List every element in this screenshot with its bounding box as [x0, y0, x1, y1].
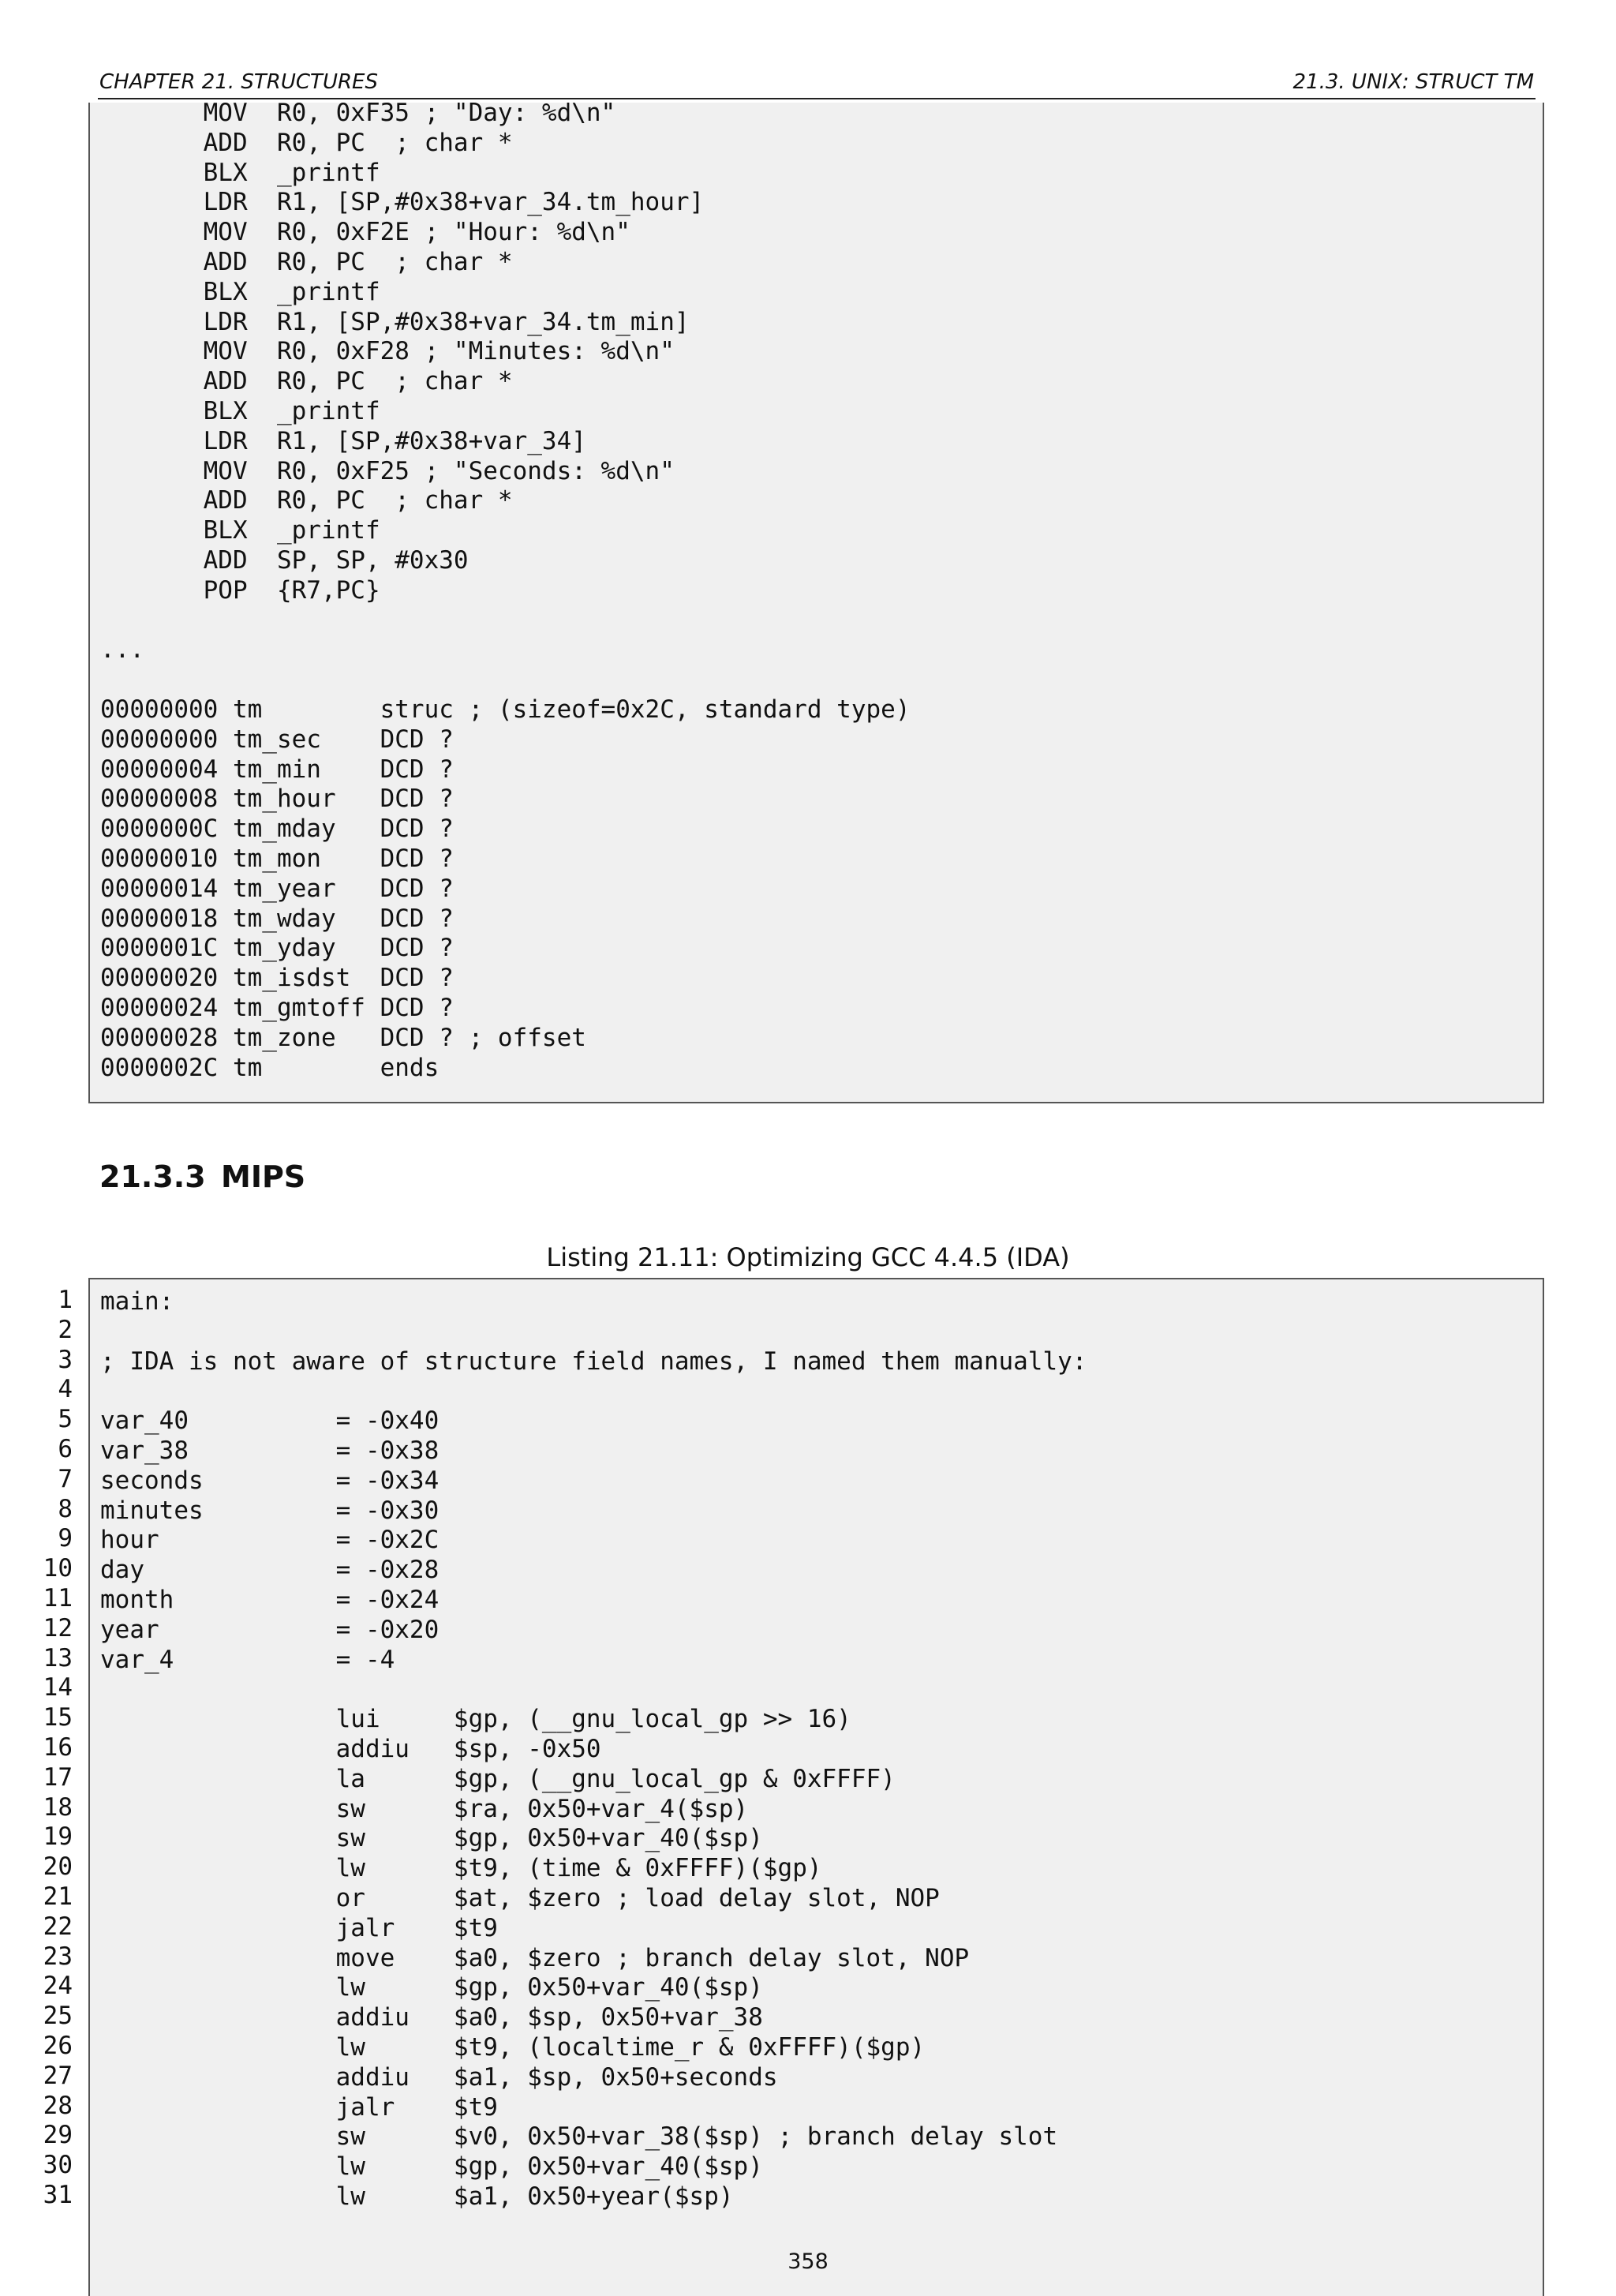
line-numbers	[0, 1286, 73, 2211]
section-title: MIPS	[221, 1159, 306, 1194]
code-listing-arm-continued	[88, 103, 1544, 1103]
chapter-title: CHAPTER 21. STRUCTURES	[99, 70, 378, 94]
code-listing-mips	[88, 1278, 1544, 2296]
running-header	[98, 68, 1536, 99]
section-number: 21.3.3	[99, 1159, 206, 1194]
code-text: MOV R0, 0xF35 ; "Day: %d\n" ADD R0, PC ; char * BLX _printf LDR R1, [SP,#0x38+var_34.tm_hour] MOV R0, 0xF2E ; "Hour: %d\n" ADD R0, PC ; char * BLX _printf LDR R1, [SP,#0x38+var_34.tm_min] MOV R0, 0xF28 ; "Minutes: %d\n" ADD R0, PC ; char * BLX _printf LDR R1, [SP,#0x38+var_34] MOV R0, 0xF25 ; "Seconds: %d\n" ADD R0, PC ; char * BLX _printf ADD SP, SP, #0x30 POP {R7,PC} ... 00000000 tm struc ; (sizeof=0x2C, standard type) 00000000 tm_sec DCD ? 00000004 tm_min DCD ? 00000008 tm_hour DCD ? 0000000C tm_mday DCD ? 00000010 tm_mon DCD ? 00000014 tm_year DCD ? 00000018 tm_wday DCD ? 0000001C tm_yday DCD ? 00000020 tm_isdst DCD ? 00000024 tm_gmtoff DCD ? 00000028 tm_zone DCD ? ; offset 0000002C tm ends	[100, 103, 911, 1082]
code-text: main: ; IDA is not aware of structure field names, I named them manually: var_40 = -0x40 var_38 = -0x38 seconds = -0x34 minutes = -0x30 hour = -0x2C day = -0x28 month = -0x24 year = -0x20 var_4 = -4 lui $gp, (__gnu_local_gp >> 16) addiu $sp, -0x50 la $gp, (__gnu_local_gp & 0xFFFF) sw $ra, 0x50+var_4($sp) sw $gp, 0x50+var_40($sp) lw $t9, (time & 0xFFFF)($gp) or $at, $zero ; load delay slot, NOP jalr $t9 move $a0, $zero ; branch delay slot, NOP lw $gp, 0x50+var_40($sp) addiu $a0, $sp, 0x50+var_38 lw $t9, (localtime_r & 0xFFFF)($gp) addiu $a1, $sp, 0x50+seconds jalr $t9 sw $v0, 0x50+var_38($sp) ; branch delay slot lw $gp, 0x50+var_40($sp) lw $a1, 0x50+year($sp)	[100, 1287, 1087, 2211]
section-heading	[99, 1159, 305, 1194]
listing-caption: Listing 21.11: Optimizing GCC 4.4.5 (IDA)	[546, 1242, 1070, 1272]
line-number-column: 1 2 3 4 5 6 7 8 9 10 11 12 13 14 15 16 17 18 19 20 21 22 23 24 25 26 27 28 29 30 31	[43, 1286, 73, 2209]
header-rule	[98, 98, 1536, 99]
section-running-title: 21.3. UNIX: STRUCT TM	[1292, 70, 1534, 94]
page-number: 358	[787, 2249, 829, 2274]
